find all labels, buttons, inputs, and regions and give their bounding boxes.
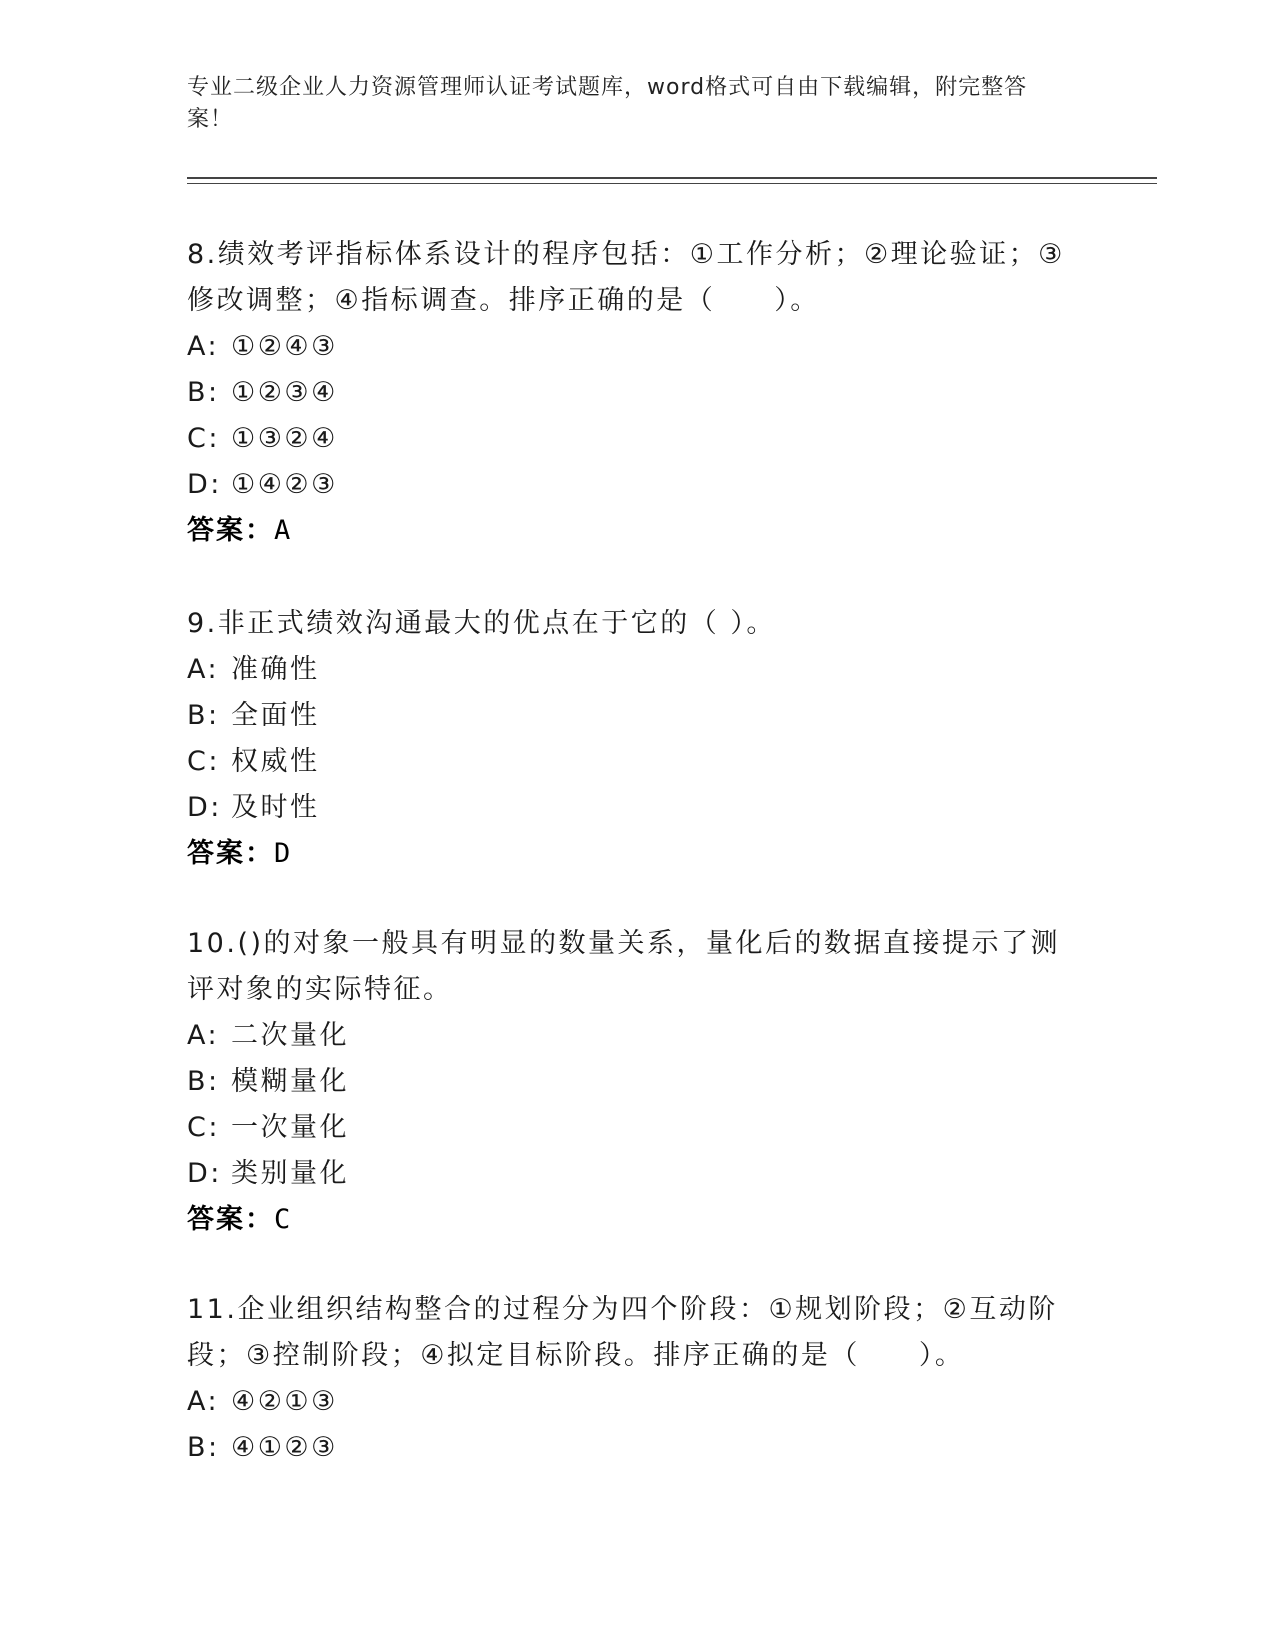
option-letter: A: <box>187 1020 220 1051</box>
header-divider-thin <box>187 183 1157 184</box>
question-8 <box>187 232 1087 554</box>
question-9 <box>187 601 1087 877</box>
option-letter: C: <box>187 423 220 454</box>
option-letter: A: <box>187 1386 220 1417</box>
option-a <box>187 324 1087 370</box>
option-text: 全面性 <box>231 700 320 731</box>
answer-label: 答案： <box>187 1204 274 1235</box>
option-letter: C: <box>187 746 220 777</box>
option-letter: B: <box>187 1066 220 1097</box>
option-d <box>187 1151 1087 1197</box>
option-d <box>187 785 1087 831</box>
option-letter: D: <box>187 792 222 823</box>
option-letter: A: <box>187 331 220 362</box>
option-text: ④①②③ <box>231 1432 338 1463</box>
option-a <box>187 1379 1087 1425</box>
option-d <box>187 462 1087 508</box>
document-header: 专业二级企业人力资源管理师认证考试题库，word格式可自由下载编辑，附完整答案！ <box>187 75 1028 132</box>
option-c <box>187 1105 1087 1151</box>
question-stem: 11.企业组织结构整合的过程分为四个阶段：①规划阶段；②互动阶段；③控制阶段；④拟定目标阶段。排序正确的是（ ）。 <box>187 1294 1058 1371</box>
question-stem: 9.非正式绩效沟通最大的优点在于它的（ ）。 <box>187 608 776 639</box>
option-a <box>187 1013 1087 1059</box>
option-letter: D: <box>187 469 222 500</box>
option-text: ④②①③ <box>231 1386 338 1417</box>
header-divider-thick <box>187 177 1157 179</box>
option-a <box>187 647 1087 693</box>
answer-line <box>187 831 1087 877</box>
option-text: 准确性 <box>231 654 320 685</box>
question-stem: 10.()的对象一般具有明显的数量关系，量化后的数据直接提示了测评对象的实际特征。 <box>187 928 1061 1005</box>
option-b <box>187 370 1087 416</box>
option-letter: B: <box>187 377 220 408</box>
option-c <box>187 739 1087 785</box>
option-text: 一次量化 <box>231 1112 349 1143</box>
option-text: 权威性 <box>231 746 320 777</box>
question-11 <box>187 1287 1087 1471</box>
question-stem: 8.绩效考评指标体系设计的程序包括：①工作分析；②理论验证；③修改调整；④指标调查。排序正确的是（ ）。 <box>187 239 1065 316</box>
answer-line <box>187 508 1087 554</box>
option-letter: D: <box>187 1158 222 1189</box>
answer-value: D <box>274 838 293 869</box>
option-text: ①②④③ <box>231 331 338 362</box>
answer-line <box>187 1197 1087 1243</box>
answer-label: 答案： <box>187 515 274 546</box>
answer-value: C <box>274 1204 293 1235</box>
option-text: 及时性 <box>231 792 320 823</box>
question-10 <box>187 921 1087 1243</box>
option-text: 类别量化 <box>231 1158 349 1189</box>
option-text: ①③②④ <box>231 423 338 454</box>
option-b <box>187 1425 1087 1471</box>
option-c <box>187 416 1087 462</box>
option-b <box>187 1059 1087 1105</box>
option-text: 模糊量化 <box>231 1066 349 1097</box>
answer-value: A <box>274 515 293 546</box>
option-text: ①②③④ <box>231 377 338 408</box>
option-letter: B: <box>187 1432 220 1463</box>
option-letter: A: <box>187 654 220 685</box>
answer-label: 答案： <box>187 838 274 869</box>
option-letter: B: <box>187 700 220 731</box>
option-b <box>187 693 1087 739</box>
option-text: ①④②③ <box>231 469 338 500</box>
option-text: 二次量化 <box>231 1020 349 1051</box>
option-letter: C: <box>187 1112 220 1143</box>
